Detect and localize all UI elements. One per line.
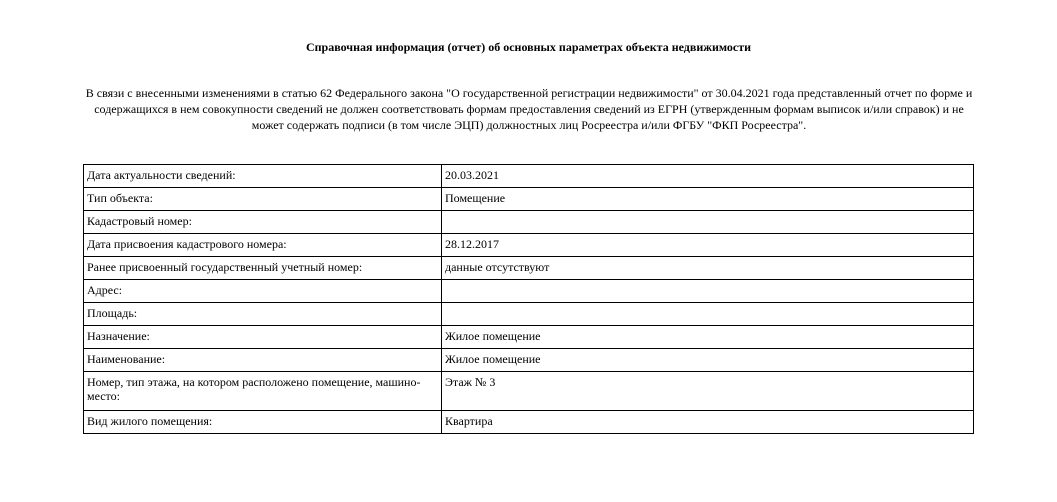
row-value-cadastral-date: 28.12.2017 bbox=[442, 234, 974, 257]
row-value-object-type: Помещение bbox=[442, 188, 974, 211]
legal-notice: В связи с внесенными изменениями в статью 62 Федерального закона "О государственной регистрации недвижимости" от 30.04.2021 года представленный отчет по форме и содержащихся в нем совокупности сведений не должен соответствовать формам предоставления сведений из ЕГРН (утвержденным формам выписок и/или справок) и не может содержать подписи (в том числе ЭЦП) должностных лиц Росреестра и/или ФГБУ "ФКП Росреестра". bbox=[85, 86, 973, 132]
row-value-actuality-date: 20.03.2021 bbox=[442, 165, 974, 188]
report-title: Справочная информация (отчет) об основных параметрах объекта недвижимости bbox=[305, 40, 752, 54]
table-row bbox=[84, 257, 974, 280]
row-value-area bbox=[442, 303, 974, 326]
table-row bbox=[84, 211, 974, 234]
row-label-address: Адрес: bbox=[84, 280, 442, 303]
row-label-purpose: Назначение: bbox=[84, 326, 442, 349]
table-row bbox=[84, 165, 974, 188]
row-label-actuality-date: Дата актуальности сведений: bbox=[84, 165, 442, 188]
row-value-previous-number: данные отсутствуют bbox=[442, 257, 974, 280]
row-label-dwelling-type: Вид жилого помещения: bbox=[84, 411, 442, 434]
table-row bbox=[84, 411, 974, 434]
row-label-previous-number: Ранее присвоенный государственный учетный номер: bbox=[84, 257, 442, 280]
table-row bbox=[84, 349, 974, 372]
row-label-area: Площадь: bbox=[84, 303, 442, 326]
row-label-floor: Номер, тип этажа, на котором расположено помещение, машино-место: bbox=[84, 372, 442, 411]
row-value-cadastral-number bbox=[442, 211, 974, 234]
row-label-name: Наименование: bbox=[84, 349, 442, 372]
row-label-cadastral-number: Кадастровый номер: bbox=[84, 211, 442, 234]
row-value-address bbox=[442, 280, 974, 303]
table-row bbox=[84, 188, 974, 211]
row-label-object-type: Тип объекта: bbox=[84, 188, 442, 211]
row-value-floor: Этаж № 3 bbox=[442, 372, 974, 411]
table-row bbox=[84, 303, 974, 326]
row-value-dwelling-type: Квартира bbox=[442, 411, 974, 434]
table-row bbox=[84, 280, 974, 303]
row-value-purpose: Жилое помещение bbox=[442, 326, 974, 349]
row-label-cadastral-date: Дата присвоения кадастрового номера: bbox=[84, 234, 442, 257]
table-row bbox=[84, 326, 974, 349]
row-value-name: Жилое помещение bbox=[442, 349, 974, 372]
table-row bbox=[84, 234, 974, 257]
table-row bbox=[84, 372, 974, 411]
object-info-table bbox=[83, 164, 974, 434]
